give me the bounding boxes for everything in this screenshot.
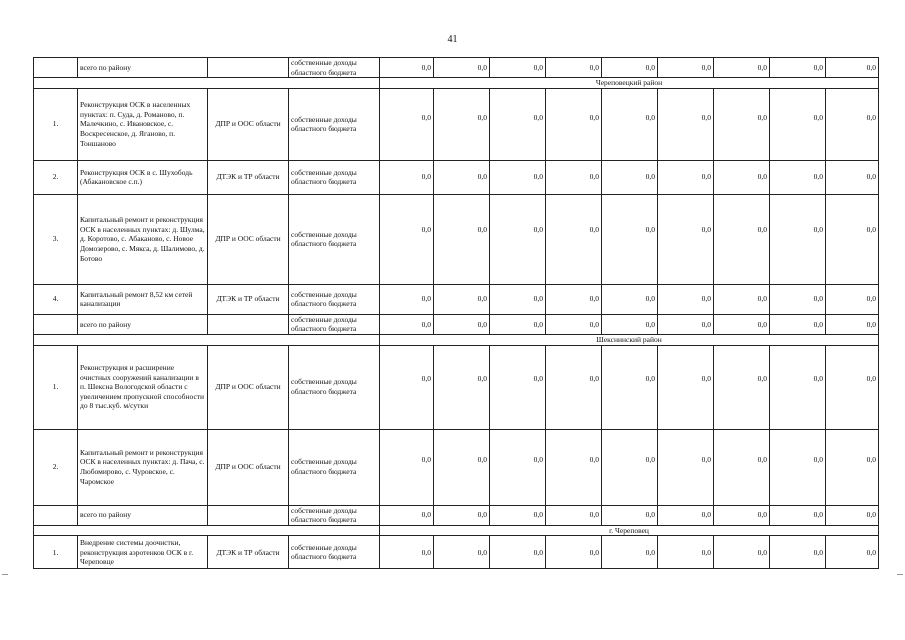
amount-cell: 0,0 [602, 194, 658, 284]
amount-cell: 0,0 [658, 314, 714, 334]
amount-cell: 0,0 [434, 429, 490, 505]
amount-cell: 0,0 [602, 345, 658, 429]
amount-cell: 0,0 [546, 284, 602, 314]
row-number: 2. [34, 160, 78, 194]
total-label: всего по району [78, 314, 208, 334]
amount-cell: 0,0 [380, 536, 434, 569]
executor-cell: ДТЭК и ТР области [208, 160, 289, 194]
funding-source: собственные доходы областного бюджета [289, 536, 380, 569]
amount-cell: 0,0 [770, 88, 826, 160]
amount-cell: 0,0 [490, 314, 546, 334]
amount-cell: 0,0 [658, 58, 714, 78]
amount-cell: 0,0 [602, 160, 658, 194]
amount-cell: 0,0 [434, 505, 490, 525]
amount-cell: 0,0 [602, 58, 658, 78]
funding-source: собственные доходы областного бюджета [289, 345, 380, 429]
amount-cell: 0,0 [546, 58, 602, 78]
amount-cell: 0,0 [826, 536, 879, 569]
amount-cell: 0,0 [770, 314, 826, 334]
project-name: Капитальный ремонт и реконструкция ОСК в населенных пунктах: д. Шулма, д. Коротово, с. Абаканово, с. Новое Домозерово, с. Мякса, д. Шалимово, д. Ботово [78, 194, 208, 284]
project-row [34, 160, 879, 194]
amount-cell: 0,0 [490, 194, 546, 284]
executor-cell: ДТЭК и ТР области [208, 536, 289, 569]
amount-cell: 0,0 [546, 429, 602, 505]
executor-cell: ДПР и ООС области [208, 88, 289, 160]
section-spacer [34, 78, 380, 89]
amount-cell: 0,0 [658, 536, 714, 569]
funding-source: собственные доходы областного бюджета [289, 314, 380, 334]
total-label: всего по району [78, 505, 208, 525]
amount-cell: 0,0 [770, 194, 826, 284]
page-number: 41 [447, 34, 458, 45]
amount-cell: 0,0 [658, 505, 714, 525]
executor-cell: ДПР и ООС области [208, 194, 289, 284]
amount-cell: 0,0 [546, 345, 602, 429]
amount-cell: 0,0 [434, 345, 490, 429]
project-name: Реконструкция ОСК в населенных пунктах: п. Суда, д. Романово, п. Малечкино, с. Ивановское, с. Воскресенское, д. Яганово, п. Тоншаново [78, 88, 208, 160]
amount-cell: 0,0 [770, 58, 826, 78]
amount-cell: 0,0 [770, 536, 826, 569]
amount-cell: 0,0 [490, 88, 546, 160]
amount-cell: 0,0 [546, 88, 602, 160]
row-number: 1. [34, 536, 78, 569]
project-row [34, 284, 879, 314]
amount-cell: 0,0 [770, 429, 826, 505]
amount-cell: 0,0 [380, 505, 434, 525]
total-label: всего по району [78, 58, 208, 78]
funding-source: собственные доходы областного бюджета [289, 194, 380, 284]
amount-cell: 0,0 [434, 160, 490, 194]
amount-cell: 0,0 [490, 505, 546, 525]
amount-cell: 0,0 [770, 345, 826, 429]
row-number [34, 505, 78, 525]
amount-cell: 0,0 [490, 284, 546, 314]
amount-cell: 0,0 [714, 314, 770, 334]
amount-cell: 0,0 [380, 314, 434, 334]
amount-cell: 0,0 [658, 284, 714, 314]
section-spacer [34, 525, 380, 536]
amount-cell: 0,0 [826, 314, 879, 334]
project-name: Капитальный ремонт 8,52 км сетей канализации [78, 284, 208, 314]
section-header-row [34, 334, 879, 345]
amount-cell: 0,0 [380, 88, 434, 160]
row-number: 3. [34, 194, 78, 284]
amount-cell: 0,0 [434, 284, 490, 314]
district-total-row [34, 58, 879, 78]
amount-cell: 0,0 [380, 194, 434, 284]
funding-source: собственные доходы областного бюджета [289, 58, 380, 78]
amount-cell: 0,0 [602, 284, 658, 314]
amount-cell: 0,0 [546, 505, 602, 525]
amount-cell: 0,0 [714, 284, 770, 314]
amount-cell: 0,0 [434, 536, 490, 569]
amount-cell: 0,0 [490, 429, 546, 505]
amount-cell: 0,0 [546, 194, 602, 284]
project-name: Реконструкция и расширение очистных сооружений канализации в п. Шексна Вологодской области с увеличением пропускной способности до 8 тыс.куб. м/сутки [78, 345, 208, 429]
scan-edge-mark [2, 574, 8, 575]
amount-cell: 0,0 [380, 284, 434, 314]
amount-cell: 0,0 [602, 536, 658, 569]
amount-cell: 0,0 [714, 88, 770, 160]
executor-cell: ДПР и ООС области [208, 345, 289, 429]
amount-cell: 0,0 [490, 536, 546, 569]
executor-cell [208, 58, 289, 78]
executor-cell: ДПР и ООС области [208, 429, 289, 505]
amount-cell: 0,0 [770, 505, 826, 525]
amount-cell: 0,0 [380, 160, 434, 194]
district-total-row [34, 505, 879, 525]
amount-cell: 0,0 [826, 194, 879, 284]
amount-cell: 0,0 [826, 284, 879, 314]
amount-cell: 0,0 [490, 345, 546, 429]
budget-table [33, 57, 879, 569]
amount-cell: 0,0 [380, 429, 434, 505]
project-name: Внедрение системы доочистки, реконструкция аэротенков ОСК в г. Череповце [78, 536, 208, 569]
scan-edge-mark [897, 574, 903, 575]
amount-cell: 0,0 [658, 345, 714, 429]
amount-cell: 0,0 [826, 88, 879, 160]
amount-cell: 0,0 [434, 194, 490, 284]
funding-source: собственные доходы областного бюджета [289, 429, 380, 505]
amount-cell: 0,0 [714, 505, 770, 525]
amount-cell: 0,0 [714, 345, 770, 429]
amount-cell: 0,0 [434, 58, 490, 78]
amount-cell: 0,0 [826, 345, 879, 429]
amount-cell: 0,0 [658, 194, 714, 284]
district-total-row [34, 314, 879, 334]
amount-cell: 0,0 [380, 58, 434, 78]
amount-cell: 0,0 [826, 505, 879, 525]
row-number: 1. [34, 88, 78, 160]
amount-cell: 0,0 [434, 88, 490, 160]
amount-cell: 0,0 [380, 345, 434, 429]
amount-cell: 0,0 [602, 505, 658, 525]
amount-cell: 0,0 [546, 314, 602, 334]
project-name: Реконструкция ОСК в с. Шухободь (Абакановское с.п.) [78, 160, 208, 194]
amount-cell: 0,0 [826, 429, 879, 505]
amount-cell: 0,0 [826, 58, 879, 78]
amount-cell: 0,0 [490, 58, 546, 78]
amount-cell: 0,0 [714, 429, 770, 505]
section-title: Череповецкий район [380, 78, 879, 89]
amount-cell: 0,0 [546, 160, 602, 194]
amount-cell: 0,0 [658, 429, 714, 505]
funding-source: собственные доходы областного бюджета [289, 505, 380, 525]
row-number [34, 58, 78, 78]
amount-cell: 0,0 [770, 284, 826, 314]
project-row [34, 429, 879, 505]
amount-cell: 0,0 [658, 88, 714, 160]
executor-cell [208, 505, 289, 525]
section-header-row [34, 525, 879, 536]
project-row [34, 88, 879, 160]
section-title: г. Череповец [380, 525, 879, 536]
project-row [34, 194, 879, 284]
amount-cell: 0,0 [602, 429, 658, 505]
project-row [34, 536, 879, 569]
row-number [34, 314, 78, 334]
row-number: 1. [34, 345, 78, 429]
amount-cell: 0,0 [770, 160, 826, 194]
executor-cell: ДТЭК и ТР области [208, 284, 289, 314]
section-spacer [34, 334, 380, 345]
funding-source: собственные доходы областного бюджета [289, 88, 380, 160]
amount-cell: 0,0 [602, 88, 658, 160]
amount-cell: 0,0 [658, 160, 714, 194]
row-number: 2. [34, 429, 78, 505]
section-header-row [34, 78, 879, 89]
amount-cell: 0,0 [490, 160, 546, 194]
project-name: Капитальный ремонт и реконструкция ОСК в населенных пунктах: д. Пача, с. Любомирово, с. Чуровское, с. Чаромское [78, 429, 208, 505]
row-number: 4. [34, 284, 78, 314]
executor-cell [208, 314, 289, 334]
amount-cell: 0,0 [714, 536, 770, 569]
amount-cell: 0,0 [714, 194, 770, 284]
amount-cell: 0,0 [826, 160, 879, 194]
amount-cell: 0,0 [546, 536, 602, 569]
funding-source: собственные доходы областного бюджета [289, 160, 380, 194]
amount-cell: 0,0 [602, 314, 658, 334]
section-title: Шекснинский район [380, 334, 879, 345]
amount-cell: 0,0 [714, 160, 770, 194]
project-row [34, 345, 879, 429]
amount-cell: 0,0 [714, 58, 770, 78]
amount-cell: 0,0 [434, 314, 490, 334]
funding-source: собственные доходы областного бюджета [289, 284, 380, 314]
